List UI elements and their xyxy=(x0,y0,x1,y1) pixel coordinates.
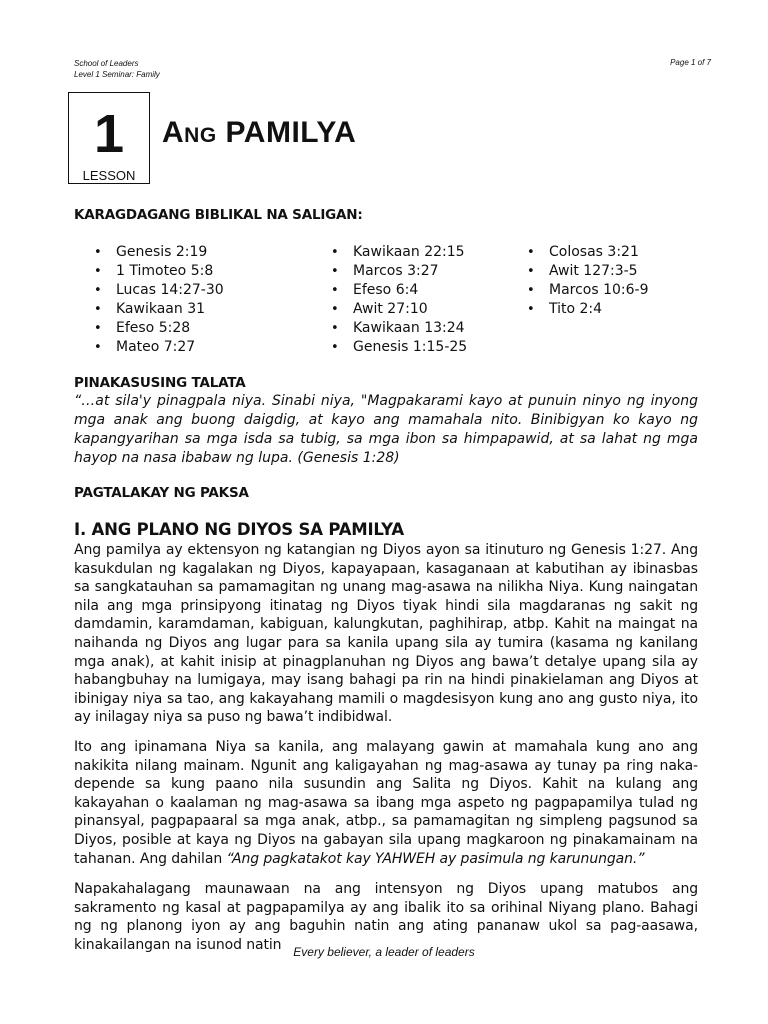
references-heading: KARAGDAGANG BIBLIKAL NA SALIGAN: xyxy=(74,207,363,223)
reference-item: • Efeso 6:4 xyxy=(331,281,467,300)
lesson-badge xyxy=(68,92,150,184)
paragraph-2-text: Ito ang ipinamana Niya sa kanila, ang malayang gawin at mamahala kung ano ang nakikita nilang mainam. Ngunit ang kaligayahan ng mag-asawa ay tunay pa ring naka-depende sa kung paano nila susundin ang Salita ng Diyos. Kahit na kulang ang kakayahan o kaalaman ng mag-asawa sa ibang mga aspeto ng pagpapamilya tulad ng pinansyal, pagpapaaral sa mga anak, atbp., sa pamamagitan ng simpleng pagsunod sa Diyos, posible at kaya ng Diyos na gabayan sila upang magkaroon ng pinakamainam na tahanan. Ang dahilan xyxy=(74,739,698,867)
references-column-1 xyxy=(94,243,224,357)
reference-item: • Genesis 2:19 xyxy=(94,243,224,262)
references-column-2 xyxy=(331,243,467,357)
lesson-label: LESSON xyxy=(82,168,136,183)
title-prefix: Ang xyxy=(162,116,217,149)
reference-item: • Tito 2:4 xyxy=(527,300,649,319)
header-school: School of Leaders xyxy=(74,59,139,68)
reference-item: • Kawikaan 22:15 xyxy=(331,243,467,262)
section-title: I. ANG PLANO NG DIYOS SA PAMILYA xyxy=(74,520,404,539)
reference-item: • Colosas 3:21 xyxy=(527,243,649,262)
references-column-3 xyxy=(527,243,649,319)
header-seminar: Level 1 Seminar: Family xyxy=(74,70,160,79)
reference-item: • Awit 127:3-5 xyxy=(527,262,649,281)
reference-item: • Genesis 1:15-25 xyxy=(331,338,467,357)
title-main: PAMILYA xyxy=(225,116,357,149)
reference-item: • Lucas 14:27-30 xyxy=(94,281,224,300)
reference-item: • Kawikaan 31 xyxy=(94,300,224,319)
reference-item: • Mateo 7:27 xyxy=(94,338,224,357)
reference-item: • Awit 27:10 xyxy=(331,300,467,319)
reference-item: • Kawikaan 13:24 xyxy=(331,319,467,338)
paragraph-3: Napakahalagang maunawaan na ang intensyon ng Diyos upang matubos ang sakramento ng kasal at pagpapamilya ay ang ibalik ito sa orihinal Niyang plano. Bahagi ng ng planong iyon ay ang baguhin natin ang ating pananaw ukol sa pag-aasawa, kinakailangan na isunod natin xyxy=(74,881,698,953)
discussion-heading: PAGTALAKAY NG PAKSA xyxy=(74,485,249,501)
reference-item: • Efeso 5:28 xyxy=(94,319,224,338)
page-number: Page 1 of 7 xyxy=(670,58,711,67)
running-header xyxy=(74,58,160,80)
key-verse-heading: PINAKASUSING TALATA xyxy=(74,375,246,391)
page-title xyxy=(162,116,356,150)
reference-item: • Marcos 3:27 xyxy=(331,262,467,281)
reference-item: • 1 Timoteo 5:8 xyxy=(94,262,224,281)
paragraph-2-quote: “Ang pagkatakot kay YAHWEH ay pasimula ng karunungan.” xyxy=(226,850,645,867)
paragraph-1: Ang pamilya ay ektensyon ng katangian ng Diyos ayon sa itinuturo ng Genesis 1:27. Ang kasukdulan ng kagalakan ng Diyos, kapayapaan, kasaganaan at kabutihan ay ibinasbas sa sangkatauhan sa pamamagitan ng unang mag-asawa na nilikha Niya. Kung naingatan nila ang mga prinsipyong itinatag ng Diyos tiyak hindi sila magdaranas ng sakit ng damdamin, karamdaman, kabiguan, kalungkutan, paghihirap, atbp. Kahit na maingat na naihanda ng Diyos ang lugar para sa kanila upang sila ay tumira (kasama ng kanilang mga anak), at kahit inisip at pinagplanuhan ng Diyos ang bawa’t detalye upang sila ay habangbuhay na lumigaya, may isang bahagi pa rin na hindi pinakielaman ang Diyos at ibinigay niya sa tao, ang kakayahang mamili o magdesisyon kung ano ang gusto niya, ito ay inilagay niya sa puso ng bawa’t indibidwal. xyxy=(74,542,698,726)
reference-item: • Marcos 10:6-9 xyxy=(527,281,649,300)
key-verse-text: “…at sila'y pinagpala niya. Sinabi niya, "Magpakarami kayo at punuin ninyo ng inyong mga anak ang buong daigdig, at kayo ang mamahala nito. Binibigyan ko kayo ng kapangyarihan sa mga isda sa tubig, sa mga ibon sa himpapawid, at sa lahat ng mga hayop na nasa ibabaw ng lupa. (Genesis 1:28) xyxy=(74,393,698,466)
footer-tagline: Every believer, a leader of leaders xyxy=(293,945,475,959)
paragraph-2 xyxy=(74,738,698,868)
lesson-number: 1 xyxy=(93,104,125,164)
